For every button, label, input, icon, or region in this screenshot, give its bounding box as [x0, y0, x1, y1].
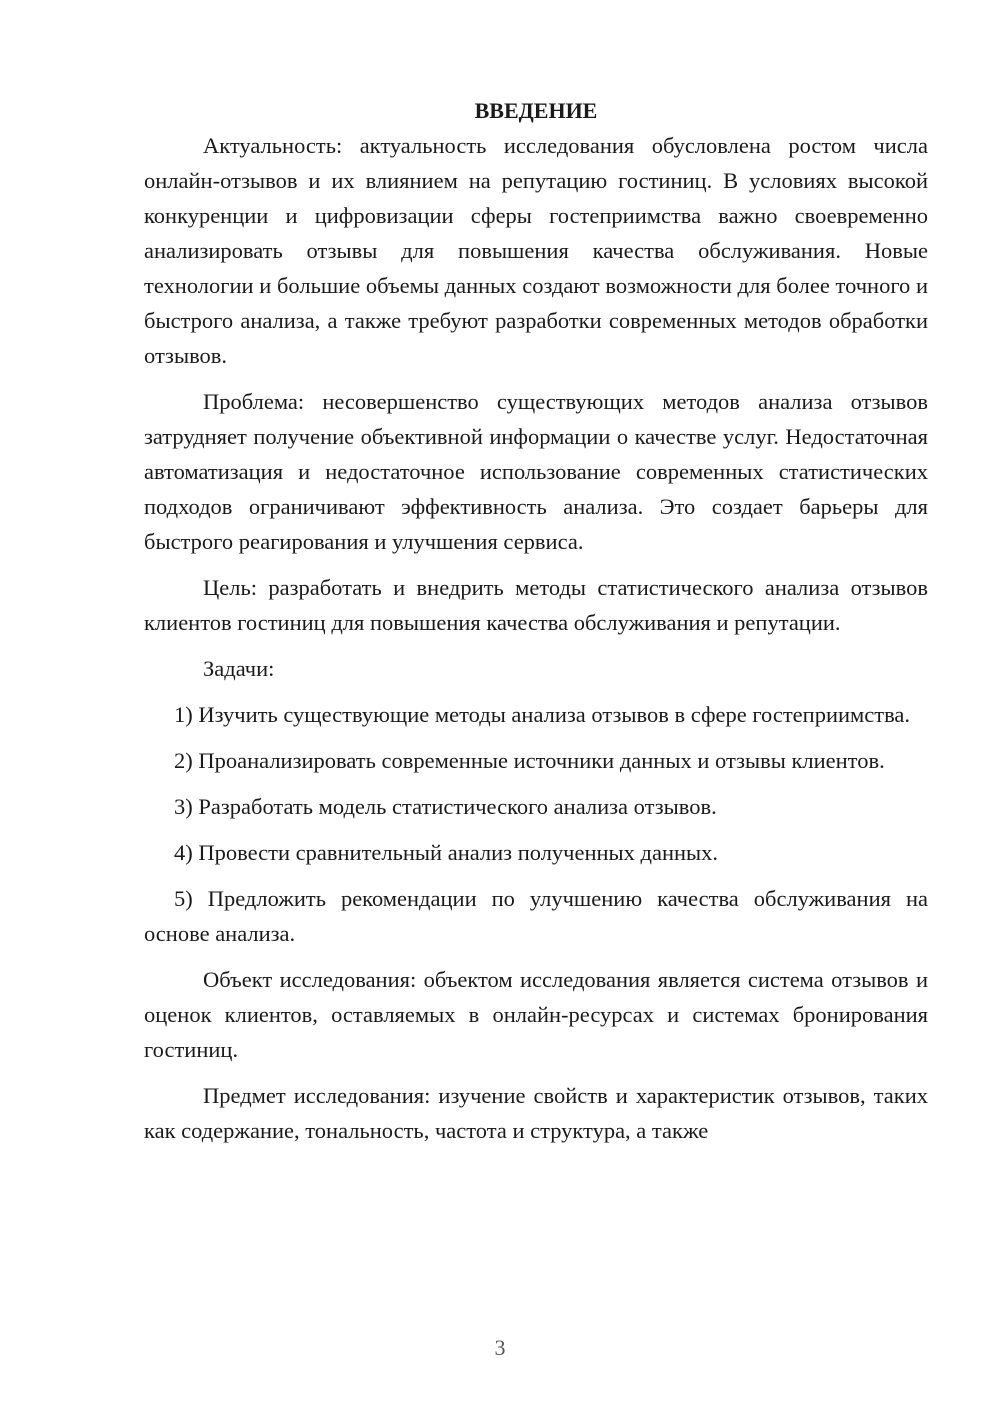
paragraph-object: Объект исследования: объектом исследования является система отзывов и оценок клиентов, оставляемых в онлайн-ресурсах и системах бронирования гостиниц.: [144, 967, 928, 1062]
section-heading: ВВЕДЕНИЕ: [474, 98, 598, 123]
task-item: 4) Провести сравнительный анализ полученных данных.: [174, 840, 719, 865]
paragraph-subject: Предмет исследования: изучение свойств и характеристик отзывов, таких как содержание, тональность, частота и структура, а также: [144, 1083, 928, 1143]
task-item: 3) Разработать модель статистического анализа отзывов.: [174, 794, 717, 819]
page-content: [144, 93, 928, 1148]
task-item: 5) Предложить рекомендации по улучшению качества обслуживания на основе анализа.: [144, 886, 928, 946]
paragraph-goal: Цель: разработать и внедрить методы статистического анализа отзывов клиентов гостиниц для повышения качества обслуживания и репутации.: [144, 575, 928, 635]
paragraph-relevance: Актуальность: актуальность исследования обусловлена ростом числа онлайн-отзывов и их влиянием на репутацию гостиниц. В условиях высокой конкуренции и цифровизации сферы гостеприимства важно своевременно анализировать отзывы для повышения качества обслуживания. Новые технологии и большие объемы данных создают возможности для более точного и быстрого анализа, а также требуют разработки современных методов обработки отзывов.: [144, 133, 928, 368]
paragraph-problem: Проблема: несовершенство существующих методов анализа отзывов затрудняет получение объективной информации о качестве услуг. Недостаточная автоматизация и недостаточное использование современных статистических подходов ограничивают эффективность анализа. Это создает барьеры для быстрого реагирования и улучшения сервиса.: [144, 389, 928, 554]
task-item: 2) Проанализировать современные источники данных и отзывы клиентов.: [174, 748, 885, 773]
task-item: 1) Изучить существующие методы анализа отзывов в сфере гостеприимства.: [174, 702, 911, 727]
page-number: 3: [494, 1335, 506, 1360]
tasks-label: Задачи:: [203, 656, 275, 681]
